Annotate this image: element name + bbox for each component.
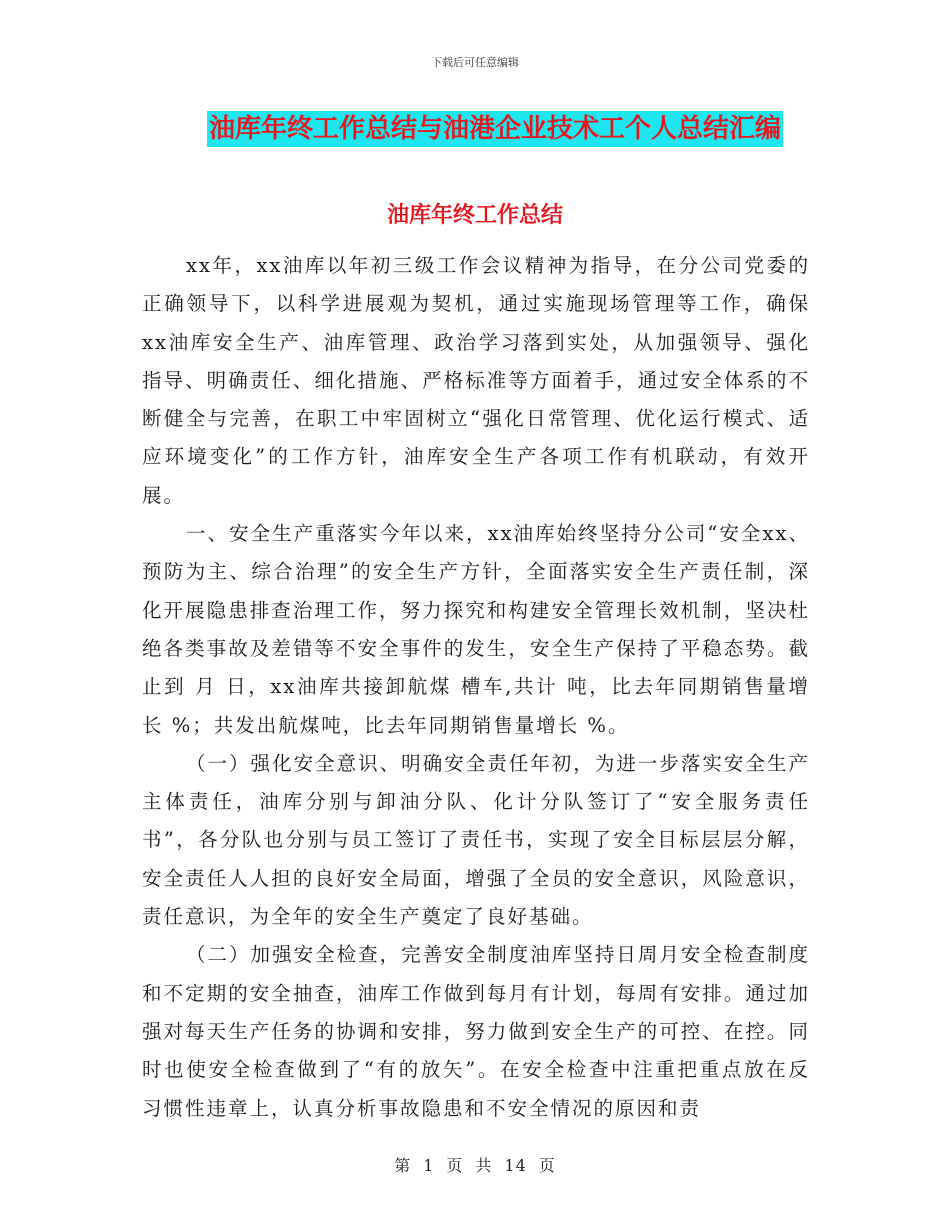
document-main-title: 油库年终工作总结与油港企业技术工个人总结汇编: [207, 111, 783, 147]
footer-page-current: 1: [423, 1156, 435, 1175]
header-note: 下载后可任意编辑: [431, 56, 519, 69]
footer-label-ye: 页: [446, 1156, 464, 1175]
paragraph-safety-inspection: （二）加强安全检查，完善安全制度油库坚持日周月安全检查制度和不定期的安全抽查，油库工作做到每月有计划，每周有安排。通过加强对每天生产任务的协调和安排，努力做到安全生产的可控、在控。同时也使安全检查做到了“有的放矢”。在安全检查中注重把重点放在反习惯性违章上，认真分析事故隐患和不安全情况的原因和责: [142, 943, 810, 1120]
footer-page-total: 14: [504, 1156, 527, 1175]
footer-label-ye-end: 页: [538, 1156, 556, 1175]
footer-label-total: 共: [475, 1156, 493, 1175]
page-footer: [0, 1153, 950, 1176]
footer-label-page: 第: [394, 1156, 412, 1175]
paragraph-safety-awareness: （一）强化安全意识、明确安全责任年初，为进一步落实安全生产主体责任，油库分别与卸油分队、化计分队签订了“安全服务责任书”，各分队也分别与员工签订了责任书，实现了安全目标层层分解，安全责任人人担的良好安全局面，增强了全员的安全意识，风险意识，责任意识，为全年的安全生产奠定了良好基础。: [142, 751, 810, 929]
paragraph-safety-production: 一、安全生产重落实今年以来，xx油库始终坚持分公司“安全xx、预防为主、综合治理”的安全生产方针，全面落实安全生产责任制，深化开展隐患排查治理工作，努力探究和构建安全管理长效机制，坚决杜绝各类事故及差错等不安全事件的发生，安全生产保持了平稳态势。截止到 月 日，xx油库共接卸航煤 槽车,共计 吨，比去年同期销售量增长 %；共发出航煤吨，比去年同期销售量增长 %。: [142, 522, 810, 737]
section-title: 油库年终工作总结: [386, 203, 563, 228]
main-title-container: [0, 111, 950, 147]
document-body: [142, 247, 810, 1128]
paragraph-intro: xx年，xx油库以年初三级工作会议精神为指导，在分公司党委的正确领导下，以科学进展观为契机，通过实施现场管理等工作，确保xx油库安全生产、油库管理、政治学习落到实处，从加强领导、强化指导、明确责任、细化措施、严格标准等方面着手，通过安全体系的不断健全与完善，在职工中牢固树立“强化日常管理、优化运行模式、适应环境变化”的工作方针，油库安全生产各项工作有机联动，有效开展。: [142, 254, 810, 507]
